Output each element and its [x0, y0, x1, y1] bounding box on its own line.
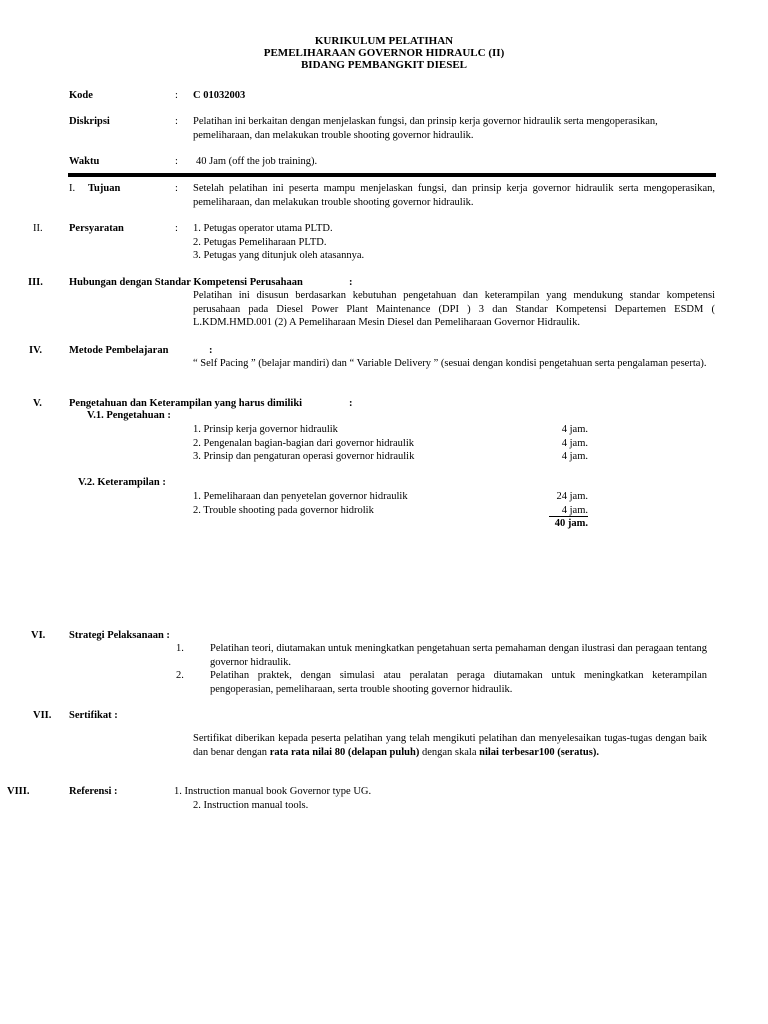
header-divider: [68, 173, 716, 177]
kode-colon: :: [175, 90, 178, 101]
section-5-label: Pengetahuan dan Keterampilan yang harus dimiliki: [69, 398, 303, 409]
certificate-average: rata rata nilai 80 (delapan puluh): [269, 746, 420, 758]
hours-value: 24 jam.: [556, 491, 588, 502]
list-item: 2. Trouble shooting pada governor hidrolik: [193, 504, 374, 516]
total-hours: 40 jam.: [554, 518, 588, 529]
list-item-number: 2.: [176, 670, 184, 681]
section-6-numeral: VI.: [31, 630, 46, 641]
section-2-numeral: II.: [33, 223, 43, 234]
diskripsi-label: Diskripsi: [69, 116, 110, 127]
section-8-label: Referensi :: [69, 786, 118, 797]
list-item-text: Pelatihan praktek, dengan simulasi atau peralatan peraga diutamakan untuk meningkatkan keterampilan pengoperasian, pemeliharaan, serta trouble shooting governor hidraulik.: [210, 670, 707, 695]
list-item: 1. Petugas operator utama PLTD.: [193, 223, 333, 234]
section-5-numeral: V.: [33, 398, 42, 409]
certificate-text: Sertifikat diberikan kepada peserta pelatihan yang telah mengikuti pelatihan dan menyelesaikan tugas-tugas dengan baik dan benar dengan: [193, 733, 707, 758]
hours-value: 4 jam.: [561, 451, 588, 462]
section-4-text: “ Self Pacing ” (belajar mandiri) dan “ Variable Delivery ” (sesuai dengan kondisi pengetahuan serta pengalaman peserta).: [193, 358, 707, 369]
section-3-colon: :: [349, 277, 353, 288]
diskripsi-colon: :: [175, 116, 178, 127]
hours-value: 4 jam.: [561, 437, 588, 449]
section-7-label: Sertifikat :: [69, 710, 118, 721]
reference-item-1: 1. Instruction manual book Governor type UG.: [174, 786, 372, 797]
list-item: 3. Petugas yang ditunjuk oleh atasannya.: [193, 250, 365, 261]
list-item: 2. Petugas Pemeliharaan PLTD.: [193, 236, 327, 248]
subsection-5-1-hours: [528, 423, 588, 464]
section-1-label: Tujuan: [88, 183, 121, 194]
list-item: [176, 669, 707, 696]
subsection-5-2-list: [193, 490, 408, 517]
section-8-numeral: VIII.: [7, 786, 30, 797]
title-line-1: KURIKULUM PELATIHAN: [314, 35, 454, 47]
waktu-colon: :: [175, 156, 178, 167]
section-3-text: Pelatihan ini disusun berdasarkan kebutuhan pengetahuan dan keterampilan yang mendukung standar kompetensi perusahaan pada Diesel Power Plant Maintenance (DPI ) 3 dan Standar Kompetensi Departemen ESDM ( L.KDM.HMD.001 (2) A Pemeliharaan Mesin Diesel dan Pemeliharaan Governor Hidraulik.: [193, 290, 715, 328]
section-2-colon: :: [175, 223, 178, 234]
list-item: 1. Prinsip kerja governor hidraulik: [193, 424, 338, 435]
section-4-colon: :: [209, 345, 213, 356]
section-7-numeral: VII.: [33, 710, 52, 721]
section-7-text: [193, 732, 707, 759]
section-4-numeral: IV.: [29, 345, 42, 356]
waktu-value: 40 Jam (off the job training).: [196, 156, 318, 167]
subsection-5-1-label: V.1. Pengetahuan :: [87, 410, 171, 421]
list-item: [176, 642, 707, 669]
list-item: 1. Pemeliharaan dan penyetelan governor hidraulik: [193, 491, 408, 502]
section-3-label: Hubungan dengan Standar Kompetensi Perusahaan: [69, 277, 303, 288]
section-1-colon: :: [175, 183, 178, 194]
section-6-label: Strategi Pelaksanaan :: [69, 630, 170, 641]
hours-value: 4 jam.: [561, 504, 588, 516]
section-6-list: [176, 642, 707, 696]
title-line-2: PEMELIHARAAN GOVERNOR HIDRAULC (II): [263, 47, 505, 59]
certificate-scale: nilai terbesar100 (seratus).: [479, 746, 599, 758]
section-1-text: Setelah pelatihan ini peserta mampu menjelaskan fungsi, dan prinsip kerja governor hidraulik serta mengoperasikan, pemeliharaan, dan melakukan trouble shooting governor hidraulik.: [193, 183, 715, 208]
diskripsi-value: Pelatihan ini berkaitan dengan menjelaskan fungsi, dan prinsip kerja governor hidraulik serta mengoperasikan, pemeliharaan, dan melakukan trouble shooting governor hidraulik.: [193, 116, 658, 141]
subsection-5-2-hours: [528, 490, 588, 517]
subsection-5-1-list: [193, 423, 414, 464]
waktu-label: Waktu: [69, 156, 100, 167]
list-item: 3. Prinsip dan pengaturan operasi governor hidraulik: [193, 451, 415, 462]
section-3-numeral: III.: [28, 277, 43, 288]
hours-value: 4 jam.: [561, 424, 588, 435]
kode-value: C 01032003: [193, 90, 246, 101]
document-title: [0, 35, 768, 71]
reference-item-2: 2. Instruction manual tools.: [193, 800, 309, 811]
list-item: 2. Pengenalan bagian-bagian dari governor hidraulik: [193, 437, 415, 449]
section-2-list: [193, 222, 364, 263]
section-2-label: Persyaratan: [69, 223, 124, 234]
section-1-numeral: I.: [69, 183, 76, 194]
list-item-number: 1.: [176, 643, 184, 654]
certificate-text: dengan skala: [419, 746, 480, 758]
section-5-colon: :: [349, 398, 353, 409]
kode-label: Kode: [69, 90, 93, 101]
title-line-3: BIDANG PEMBANGKIT DIESEL: [300, 59, 468, 71]
section-4-label: Metode Pembelajaran: [69, 345, 169, 356]
list-item-text: Pelatihan teori, diutamakan untuk meningkatkan pengetahuan serta pemahaman dengan ilustrasi dan peragaan tentang governor hidraulik.: [210, 643, 707, 668]
subsection-5-2-label: V.2. Keterampilan :: [78, 477, 166, 488]
